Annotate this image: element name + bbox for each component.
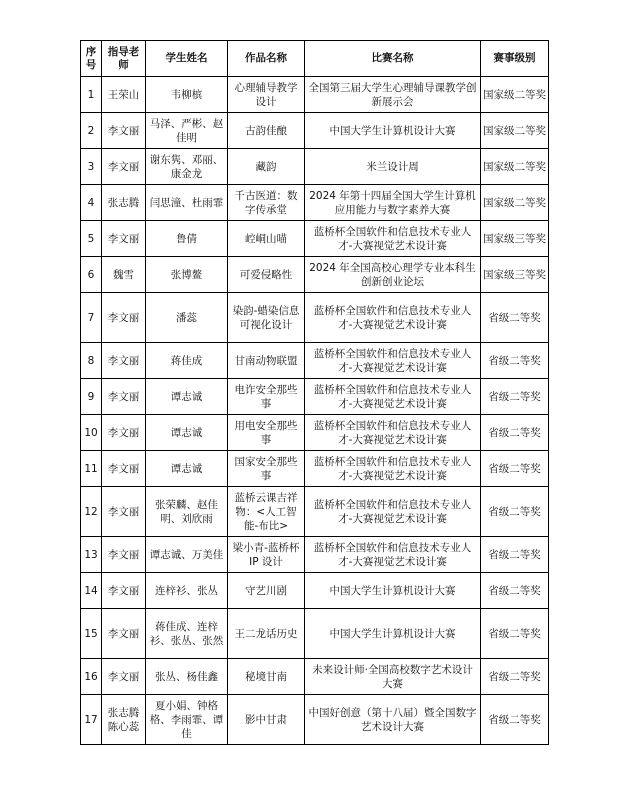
cell-teacher: 李文丽 xyxy=(102,537,146,573)
cell-level: 省级二等奖 xyxy=(481,415,549,451)
cell-student: 张丛、杨佳鑫 xyxy=(146,659,228,695)
cell-work: 蓝桥云课吉祥物：<人工智能-布比> xyxy=(228,487,305,537)
cell-competition: 中国大学生计算机设计大赛 xyxy=(305,113,481,149)
table-row xyxy=(81,487,549,537)
table-row xyxy=(81,149,549,185)
cell-competition: 全国第三届大学生心理辅导课教学创新展示会 xyxy=(305,77,481,113)
cell-no: 9 xyxy=(81,379,102,415)
cell-competition: 蓝桥杯全国软件和信息技术专业人才-大赛视觉艺术设计赛 xyxy=(305,415,481,451)
cell-student: 谭志诚 xyxy=(146,451,228,487)
cell-competition: 蓝桥杯全国软件和信息技术专业人才-大赛视觉艺术设计赛 xyxy=(305,221,481,257)
header-no: 序号 xyxy=(81,41,102,77)
table-row xyxy=(81,451,549,487)
table-row xyxy=(81,293,549,343)
cell-student: 张博鳌 xyxy=(146,257,228,293)
cell-competition: 中国大学生计算机设计大赛 xyxy=(305,573,481,609)
cell-teacher: 张志腾 xyxy=(102,185,146,221)
header-work: 作品名称 xyxy=(228,41,305,77)
cell-level: 省级二等奖 xyxy=(481,343,549,379)
cell-teacher: 王荣山 xyxy=(102,77,146,113)
cell-student: 谭志诚、万美佳 xyxy=(146,537,228,573)
cell-no: 15 xyxy=(81,609,102,659)
header-student: 学生姓名 xyxy=(146,41,228,77)
cell-competition: 中国好创意（第十八届）暨全国数字艺术设计大赛 xyxy=(305,695,481,745)
cell-teacher: 李文丽 xyxy=(102,113,146,149)
cell-work: 守艺川剧 xyxy=(228,573,305,609)
cell-work: 秘境甘南 xyxy=(228,659,305,695)
cell-teacher: 李文丽 xyxy=(102,149,146,185)
cell-level: 国家级三等奖 xyxy=(481,257,549,293)
cell-teacher: 张志腾陈心蕊 xyxy=(102,695,146,745)
cell-competition: 蓝桥杯全国软件和信息技术专业人才-大赛视觉艺术设计赛 xyxy=(305,379,481,415)
cell-student: 鲁倩 xyxy=(146,221,228,257)
cell-teacher: 李文丽 xyxy=(102,293,146,343)
table-row xyxy=(81,257,549,293)
cell-level: 省级二等奖 xyxy=(481,487,549,537)
cell-competition: 蓝桥杯全国软件和信息技术专业人才-大赛视觉艺术设计赛 xyxy=(305,451,481,487)
cell-level: 省级二等奖 xyxy=(481,695,549,745)
cell-work: 王二龙话历史 xyxy=(228,609,305,659)
table-row xyxy=(81,609,549,659)
cell-competition: 蓝桥杯全国软件和信息技术专业人才-大赛视觉艺术设计赛 xyxy=(305,343,481,379)
cell-work: 染韵-蜡染信息可视化设计 xyxy=(228,293,305,343)
cell-no: 1 xyxy=(81,77,102,113)
cell-level: 省级二等奖 xyxy=(481,379,549,415)
cell-teacher: 李文丽 xyxy=(102,343,146,379)
cell-teacher: 李文丽 xyxy=(102,609,146,659)
cell-level: 国家级三等奖 xyxy=(481,221,549,257)
cell-no: 17 xyxy=(81,695,102,745)
cell-level: 省级二等奖 xyxy=(481,537,549,573)
cell-no: 3 xyxy=(81,149,102,185)
cell-no: 12 xyxy=(81,487,102,537)
cell-student: 夏小娟、钟格格、李雨霏、谭佳 xyxy=(146,695,228,745)
cell-no: 13 xyxy=(81,537,102,573)
cell-no: 10 xyxy=(81,415,102,451)
cell-student: 蒋佳成 xyxy=(146,343,228,379)
table-row xyxy=(81,695,549,745)
cell-no: 14 xyxy=(81,573,102,609)
table-row xyxy=(81,659,549,695)
cell-work: 千古医道：数字传承堂 xyxy=(228,185,305,221)
cell-no: 5 xyxy=(81,221,102,257)
cell-student: 谢东隽、邓丽、康金龙 xyxy=(146,149,228,185)
cell-student: 蒋佳成、连梓衫、张丛、张然 xyxy=(146,609,228,659)
cell-work: 甘南动物联盟 xyxy=(228,343,305,379)
table-row xyxy=(81,113,549,149)
cell-level: 国家级二等奖 xyxy=(481,149,549,185)
cell-work: 用电安全那些事 xyxy=(228,415,305,451)
cell-no: 16 xyxy=(81,659,102,695)
awards-table xyxy=(80,40,549,745)
cell-level: 省级二等奖 xyxy=(481,609,549,659)
cell-work: 崆峒山喵 xyxy=(228,221,305,257)
cell-level: 国家级二等奖 xyxy=(481,113,549,149)
table-row xyxy=(81,221,549,257)
cell-teacher: 李文丽 xyxy=(102,451,146,487)
cell-competition: 蓝桥杯全国软件和信息技术专业人才-大赛视觉艺术设计赛 xyxy=(305,293,481,343)
cell-level: 省级二等奖 xyxy=(481,659,549,695)
cell-competition: 米兰设计周 xyxy=(305,149,481,185)
cell-no: 2 xyxy=(81,113,102,149)
cell-teacher: 李文丽 xyxy=(102,659,146,695)
cell-student: 马泽、严彬、赵佳明 xyxy=(146,113,228,149)
cell-work: 可爱侵略性 xyxy=(228,257,305,293)
table-row xyxy=(81,415,549,451)
cell-teacher: 李文丽 xyxy=(102,379,146,415)
table-row xyxy=(81,343,549,379)
cell-teacher: 李文丽 xyxy=(102,487,146,537)
cell-level: 省级二等奖 xyxy=(481,293,549,343)
cell-student: 谭志诚 xyxy=(146,379,228,415)
cell-teacher: 李文丽 xyxy=(102,221,146,257)
cell-competition: 中国大学生计算机设计大赛 xyxy=(305,609,481,659)
cell-competition: 2024 年第十四届全国大学生计算机应用能力与数字素养大赛 xyxy=(305,185,481,221)
cell-work: 影中甘肃 xyxy=(228,695,305,745)
table-row xyxy=(81,77,549,113)
cell-competition: 蓝桥杯全国软件和信息技术专业人才-大赛视觉艺术设计赛 xyxy=(305,487,481,537)
cell-student: 潘蕊 xyxy=(146,293,228,343)
cell-work: 国家安全那些事 xyxy=(228,451,305,487)
cell-no: 11 xyxy=(81,451,102,487)
table-row xyxy=(81,185,549,221)
cell-student: 谭志诚 xyxy=(146,415,228,451)
cell-work: 电诈安全那些事 xyxy=(228,379,305,415)
cell-level: 国家级二等奖 xyxy=(481,77,549,113)
header-competition: 比赛名称 xyxy=(305,41,481,77)
table-row xyxy=(81,573,549,609)
cell-work: 心理辅导教学设计 xyxy=(228,77,305,113)
cell-student: 韦柳槟 xyxy=(146,77,228,113)
table-row xyxy=(81,379,549,415)
table-row xyxy=(81,537,549,573)
table-header-row xyxy=(81,41,549,77)
cell-no: 8 xyxy=(81,343,102,379)
cell-level: 省级二等奖 xyxy=(481,573,549,609)
cell-student: 闫思潼、杜雨霏 xyxy=(146,185,228,221)
cell-level: 国家级二等奖 xyxy=(481,185,549,221)
cell-competition: 2024 年全国高校心理学专业本科生创新创业论坛 xyxy=(305,257,481,293)
cell-work: 藏韵 xyxy=(228,149,305,185)
header-level: 赛事级别 xyxy=(481,41,549,77)
cell-student: 张荣麟、赵佳明、刘欣雨 xyxy=(146,487,228,537)
cell-competition: 蓝桥杯全国软件和信息技术专业人才-大赛视觉艺术设计赛 xyxy=(305,537,481,573)
cell-no: 4 xyxy=(81,185,102,221)
cell-no: 7 xyxy=(81,293,102,343)
cell-work: 梁小青-蓝桥杯 IP 设计 xyxy=(228,537,305,573)
header-teacher: 指导老师 xyxy=(102,41,146,77)
cell-student: 连梓衫、张丛 xyxy=(146,573,228,609)
cell-level: 省级二等奖 xyxy=(481,451,549,487)
cell-work: 古韵佳酿 xyxy=(228,113,305,149)
cell-teacher: 李文丽 xyxy=(102,415,146,451)
cell-competition: 未来设计师·全国高校数字艺术设计大赛 xyxy=(305,659,481,695)
cell-no: 6 xyxy=(81,257,102,293)
cell-teacher: 李文丽 xyxy=(102,573,146,609)
cell-teacher: 魏雪 xyxy=(102,257,146,293)
